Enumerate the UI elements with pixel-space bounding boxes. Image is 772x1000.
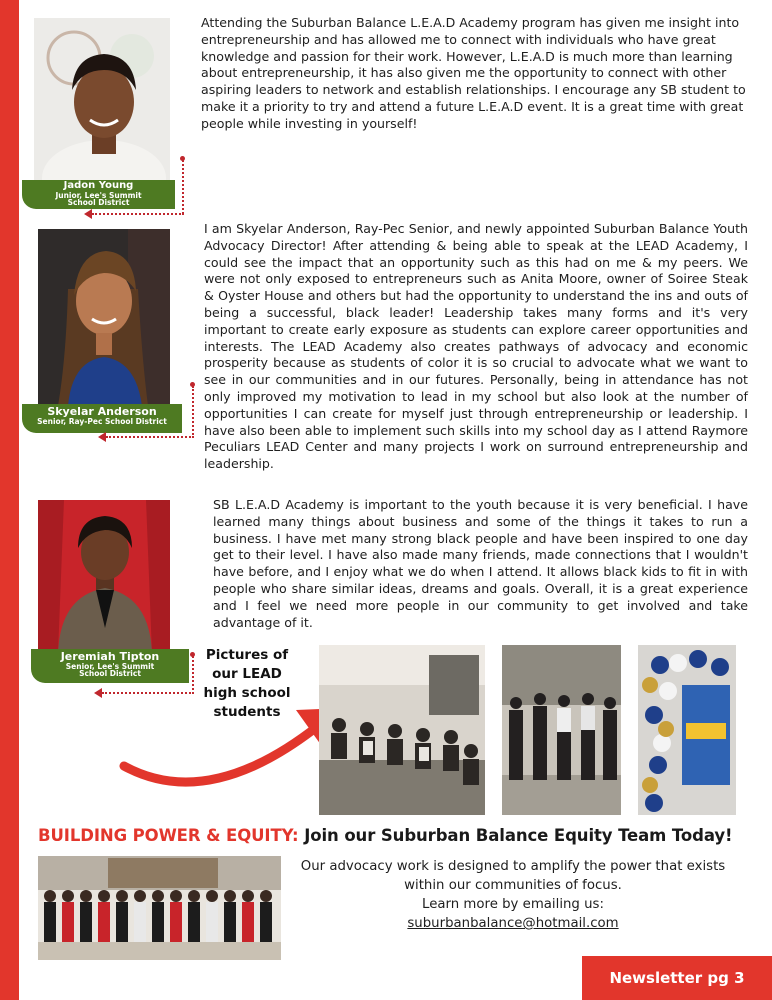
connector-line-2 bbox=[192, 386, 194, 438]
equity-heading-red: BUILDING POWER & EQUITY: bbox=[38, 826, 299, 845]
jadon-young-name-tag bbox=[22, 180, 175, 209]
skyelar-anderson-name: Skyelar Anderson bbox=[47, 405, 157, 418]
connector-line-3 bbox=[192, 656, 194, 694]
jeremiah-tipton-role: Senior, Lee's Summit School District bbox=[65, 661, 155, 679]
balloon-display-photo bbox=[638, 645, 736, 815]
connector-line-3-h bbox=[102, 692, 194, 694]
advocacy-line-1: Our advocacy work is designed to amplify the power that exists within our communities of focus. bbox=[300, 859, 726, 893]
equity-team-photo bbox=[38, 856, 281, 960]
skyelar-anderson-role: Senior, Ray-Pec School District bbox=[37, 416, 167, 426]
jeremiah-tipton-photo bbox=[38, 500, 170, 654]
jeremiah-tipton-name: Jeremiah Tipton bbox=[60, 650, 160, 663]
skyelar-anderson-photo bbox=[38, 229, 170, 406]
students-seated-photo bbox=[319, 645, 485, 815]
connector-line-1-h bbox=[92, 213, 184, 215]
email-link[interactable]: suburbanbalance@hotmail.com bbox=[407, 916, 619, 931]
curved-arrow-icon bbox=[118, 700, 348, 810]
pictures-caption: Pictures of our LEAD high school students bbox=[203, 647, 291, 720]
advocacy-text bbox=[296, 857, 730, 933]
advocacy-line-2: Learn more by emailing us: bbox=[422, 897, 604, 912]
equity-heading bbox=[38, 826, 732, 845]
students-standing-photo bbox=[502, 645, 621, 815]
jadon-young-quote: Attending the Suburban Balance L.E.A.D Academy program has given me insight into entrepreneurship and has allowed me to connect with individuals who have great knowledge and passion for their work. However, L.E.A.D is much more than learning about entrepreneurship, it has also given me the opportunity to connect with other aspiring leaders to network and establish relationships. I encourage any SB student to make it a priority to try and attend a future L.E.A.D event. It is a great time with great people while investing in yourself! bbox=[201, 15, 746, 131]
page-number-badge: Newsletter pg 3 bbox=[582, 956, 772, 1000]
jeremiah-tipton-quote: SB L.E.A.D Academy is important to the youth because it is very beneficial. I have learned many things about business and some of the things it takes to run a business. I have met many strong black people and have been inspired to one day get to their level. I have also made many friends, made connections that I wouldn't have before, and I enjoy what we do when I attend. It allows black kids to fit in with people who share similar ideas, dreams and goals. Overall, it is a great experience and I feel we need more people in our community to get involved and take advantage of it. bbox=[213, 497, 748, 630]
skyelar-anderson-name-tag bbox=[22, 404, 182, 433]
connector-arrowhead-2 bbox=[98, 432, 106, 442]
connector-arrowhead-3 bbox=[94, 688, 102, 698]
jadon-young-role: Junior, Lee's Summit School District bbox=[55, 190, 142, 208]
connector-line-1 bbox=[182, 160, 184, 214]
skyelar-anderson-quote: I am Skyelar Anderson, Ray-Pec Senior, and newly appointed Suburban Balance Youth Advocacy Director! After attending & being able to speak at the LEAD Academy, I could see the impact that an opportunity such as this had on me & my peers. We were not only exposed to entrepreneurs such as Anita Moore, owner of Soiree Steak & Oyster House and others but had the opportunity to understand the ins and outs of being a successful, black leader! Leadership takes many forms and it's very important to create early exposure as students can explore career opportunities and interests. The LEAD Academy also creates pathways of advocacy and economic prosperity because as students of color it is so crucial to advocate what we want to see in our communities and in our futures. Personally, being in attendance has not only improved my motivation to lead in my school but also look at the number of opportunities I can create for myself just through entrepreneurship or leadership. I have also been able to implement such skills into my school day as I attend Raymore Peculiars LEAD Center and many projects I work on surround entrepreneurship and leadership. bbox=[204, 221, 748, 472]
connector-line-2-h bbox=[106, 436, 194, 438]
jeremiah-tipton-name-tag bbox=[31, 649, 189, 683]
jadon-young-name: Jadon Young bbox=[63, 180, 134, 191]
connector-arrowhead-1 bbox=[84, 209, 92, 219]
equity-heading-dark: Join our Suburban Balance Equity Team Today! bbox=[304, 826, 733, 845]
jadon-young-photo bbox=[34, 18, 170, 182]
left-accent-bar bbox=[0, 0, 19, 1000]
